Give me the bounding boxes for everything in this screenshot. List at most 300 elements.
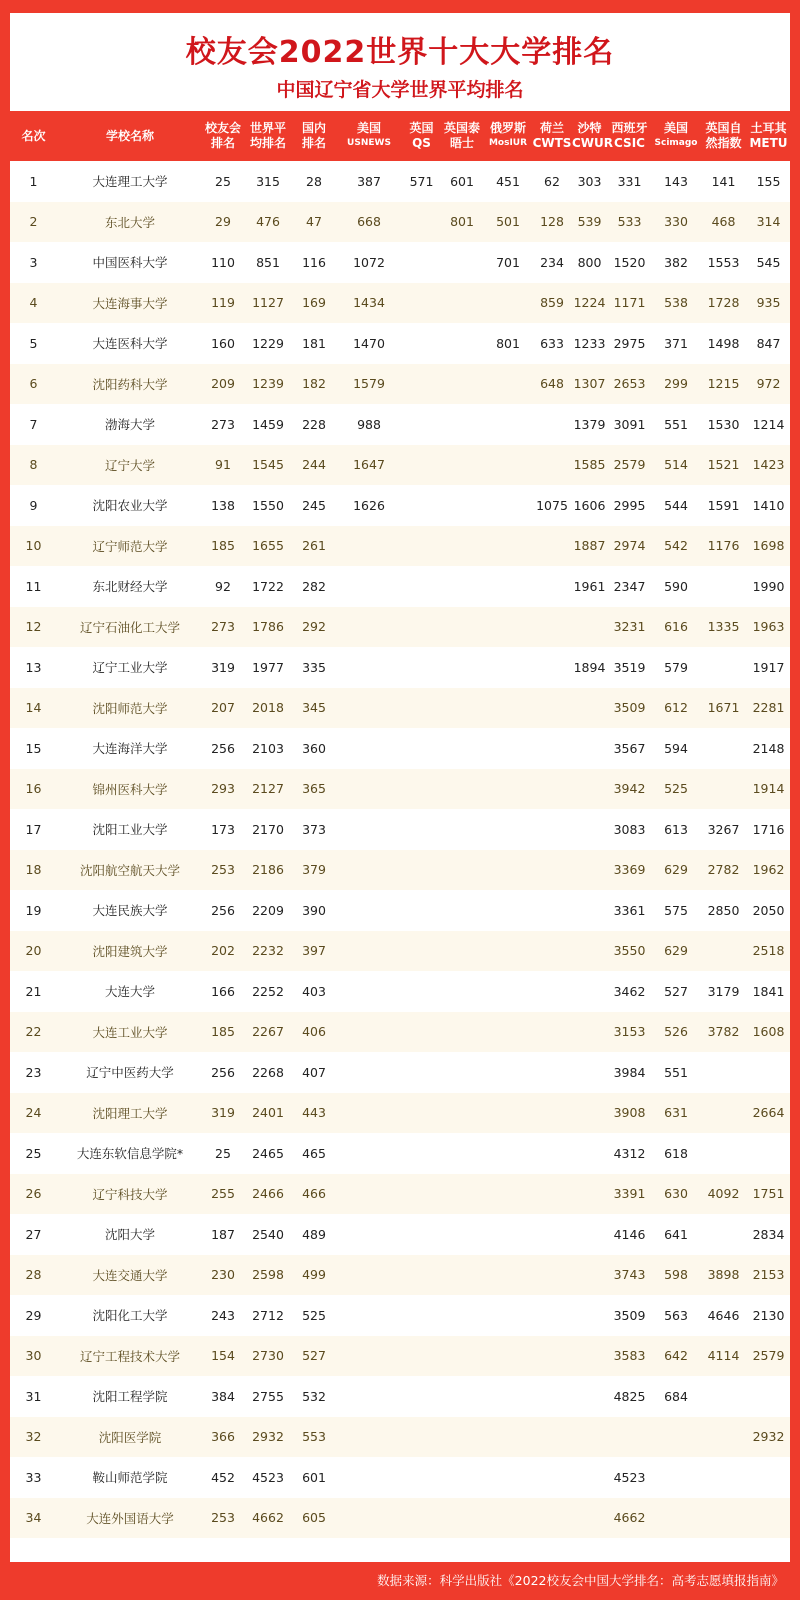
table-cell [700, 931, 747, 972]
table-row [10, 1336, 790, 1377]
table-cell: 256 [211, 902, 235, 918]
table-cell [572, 607, 607, 648]
table-cell [484, 1133, 532, 1174]
table-cell [747, 1376, 790, 1417]
table-cell: 2103 [252, 740, 284, 756]
table-cell [403, 1012, 440, 1053]
table-cell: 1671 [707, 700, 740, 716]
table-row [10, 647, 790, 688]
table-cell: 3391 [613, 1186, 646, 1202]
column-header-line2: CSIC [614, 136, 645, 150]
table-cell: 3 [29, 254, 38, 270]
table-cell [403, 1417, 440, 1458]
table-cell: 319 [211, 1105, 235, 1121]
table-cell: 2127 [252, 781, 284, 797]
column-header-line2: USNEWS [347, 138, 391, 148]
table-cell: 1521 [707, 457, 740, 473]
column-header-line1: 世界平 [249, 121, 286, 135]
table-cell: 3908 [613, 1105, 646, 1121]
table-cell: 563 [664, 1307, 688, 1323]
table-cell: 2712 [252, 1307, 284, 1323]
table-cell: 4092 [707, 1186, 740, 1202]
table-cell: 3083 [613, 821, 646, 837]
table-cell [572, 971, 607, 1012]
table-cell [440, 526, 484, 567]
table-cell [532, 1012, 572, 1053]
table-cell [532, 1093, 572, 1134]
table-cell: 1075 [536, 497, 568, 513]
table-cell: 501 [496, 214, 520, 230]
table-cell: 299 [664, 376, 688, 392]
table-cell [403, 404, 440, 445]
table-cell [572, 1093, 607, 1134]
table-cell: 3898 [707, 1267, 740, 1283]
table-cell: 2579 [613, 457, 646, 473]
table-cell: 160 [211, 335, 235, 351]
table-cell [532, 566, 572, 607]
table-cell [700, 769, 747, 810]
table-cell: 2932 [752, 1429, 785, 1445]
table-cell [532, 850, 572, 891]
table-cell: 2653 [613, 376, 646, 392]
table-cell [532, 1214, 572, 1255]
table-cell: 2268 [252, 1064, 284, 1080]
table-cell: 5 [29, 335, 38, 351]
table-cell [440, 364, 484, 405]
table-cell [440, 445, 484, 486]
table-cell: 21 [25, 983, 42, 999]
table-row [10, 1174, 790, 1215]
table-cell [572, 1012, 607, 1053]
table-cell: 443 [302, 1105, 326, 1121]
table-cell [440, 1457, 484, 1498]
school-name-cell: 鞍山师范学院 [92, 1470, 168, 1486]
table-cell [484, 688, 532, 729]
column-header-line1: 荷兰 [539, 121, 564, 135]
table-cell: 3231 [613, 619, 646, 635]
table-cell: 2130 [752, 1307, 785, 1323]
table-cell [532, 607, 572, 648]
table-cell [700, 647, 747, 688]
column-header-line1: 学校名称 [105, 128, 154, 143]
table-cell: 1215 [707, 376, 740, 392]
column-header-line2: CWUR [572, 136, 614, 150]
table-body [10, 161, 790, 1538]
column-header [335, 111, 403, 161]
table-cell: 579 [664, 659, 688, 675]
table-cell: 629 [664, 862, 688, 878]
table-cell: 1647 [353, 457, 385, 473]
table-cell [484, 769, 532, 810]
table-cell: 4523 [252, 1469, 284, 1485]
table-cell [747, 1133, 790, 1174]
table-cell [572, 850, 607, 891]
table-cell [335, 1255, 403, 1296]
ranking-card [10, 13, 790, 1588]
table-cell: 207 [211, 700, 235, 716]
table-cell: 1239 [252, 376, 284, 392]
table-cell: 256 [211, 740, 235, 756]
table-cell: 3509 [613, 1307, 646, 1323]
table-cell [403, 728, 440, 769]
school-name-cell: 沈阳工业大学 [92, 822, 168, 838]
table-cell [335, 971, 403, 1012]
table-cell [440, 647, 484, 688]
table-cell [335, 1133, 403, 1174]
table-cell [403, 1376, 440, 1417]
table-cell: 1585 [573, 457, 606, 473]
table-cell: 9 [29, 497, 38, 513]
table-cell: 387 [357, 173, 381, 189]
table-cell: 1722 [252, 578, 284, 594]
table-cell [440, 323, 484, 364]
table-cell: 2834 [752, 1226, 785, 1242]
table-cell [403, 850, 440, 891]
table-cell [700, 566, 747, 607]
table-cell: 1072 [353, 254, 385, 270]
table-cell [403, 445, 440, 486]
table-cell: 1379 [573, 416, 606, 432]
table-row [10, 850, 790, 891]
table-cell: 2782 [707, 862, 740, 878]
table-cell: 2975 [613, 335, 646, 351]
table-cell: 641 [664, 1226, 688, 1242]
table-cell: 1498 [707, 335, 740, 351]
table-row [10, 931, 790, 972]
table-cell [440, 1498, 484, 1539]
table-cell: 253 [211, 1510, 235, 1526]
table-cell: 590 [664, 578, 688, 594]
column-header-line1: 沙特 [577, 121, 602, 135]
table-cell [403, 1498, 440, 1539]
table-cell [652, 1417, 700, 1458]
table-cell: 1728 [707, 295, 740, 311]
table-cell: 2186 [252, 862, 284, 878]
table-cell: 525 [302, 1307, 326, 1323]
table-cell [335, 688, 403, 729]
table-cell [440, 971, 484, 1012]
table-cell: 2850 [707, 902, 740, 918]
table-cell [440, 566, 484, 607]
table-cell: 1962 [752, 862, 785, 878]
table-cell: 598 [664, 1267, 688, 1283]
table-cell [440, 688, 484, 729]
school-name-cell: 沈阳工程学院 [92, 1389, 168, 1405]
table-cell: 3369 [613, 862, 646, 878]
column-header [57, 111, 203, 161]
table-cell: 4662 [252, 1510, 284, 1526]
table-cell: 1176 [707, 538, 740, 554]
school-name-cell: 大连大学 [104, 984, 155, 1000]
column-header-line2: 晤士 [449, 136, 474, 150]
table-cell: 202 [211, 943, 235, 959]
table-cell: 605 [302, 1510, 326, 1526]
table-cell [532, 809, 572, 850]
table-cell [335, 890, 403, 931]
school-name-cell: 大连东软信息学院* [76, 1146, 184, 1162]
table-cell: 3942 [613, 781, 646, 797]
table-cell: 527 [302, 1348, 326, 1364]
table-cell: 1410 [752, 497, 785, 513]
table-cell [440, 728, 484, 769]
school-name-cell: 辽宁中医药大学 [86, 1065, 174, 1081]
table-cell: 62 [544, 173, 560, 189]
table-cell [747, 1498, 790, 1539]
school-name-cell: 沈阳医学院 [98, 1429, 162, 1445]
table-row [10, 809, 790, 850]
table-cell: 2209 [252, 902, 284, 918]
table-cell: 143 [664, 173, 688, 189]
table-cell: 630 [664, 1186, 688, 1202]
table-cell [403, 607, 440, 648]
table-cell [572, 1295, 607, 1336]
table-cell [335, 1174, 403, 1215]
table-cell: 407 [302, 1064, 326, 1080]
table-cell: 2281 [752, 700, 785, 716]
table-cell [335, 728, 403, 769]
table-cell [440, 485, 484, 526]
table-cell: 1470 [353, 335, 385, 351]
table-cell [652, 1457, 700, 1498]
table-cell [532, 445, 572, 486]
table-cell [484, 850, 532, 891]
table-cell: 1894 [573, 659, 606, 675]
table-cell: 314 [756, 214, 781, 230]
table-cell: 553 [302, 1429, 326, 1445]
table-cell: 2347 [613, 578, 646, 594]
page-title: 校友会2022世界十大大学排名 [185, 35, 615, 70]
table-cell: 701 [496, 254, 520, 270]
table-cell: 3782 [707, 1024, 740, 1040]
table-cell: 234 [540, 254, 564, 270]
school-name-cell: 大连交通大学 [92, 1267, 168, 1283]
table-cell: 365 [302, 781, 326, 797]
table-cell: 2730 [252, 1348, 284, 1364]
ranking-table [10, 111, 790, 1538]
school-name-cell: 沈阳建筑大学 [92, 943, 168, 959]
table-cell: 187 [211, 1226, 235, 1242]
table-row [10, 445, 790, 486]
column-header [572, 111, 614, 161]
table-cell: 1977 [252, 659, 284, 675]
table-cell: 315 [256, 173, 280, 189]
table-row [10, 1012, 790, 1053]
table-cell [607, 1417, 652, 1458]
table-cell: 12 [25, 619, 42, 635]
column-header [293, 111, 335, 161]
table-cell: 618 [664, 1145, 688, 1161]
table-cell [403, 1336, 440, 1377]
school-name-cell: 大连工业大学 [92, 1024, 168, 1040]
table-cell [700, 728, 747, 769]
table-cell [572, 1255, 607, 1296]
table-cell [484, 1498, 532, 1539]
table-cell: 28 [306, 173, 322, 189]
table-cell: 366 [211, 1429, 235, 1445]
table-cell [335, 931, 403, 972]
school-name-cell: 大连海事大学 [92, 295, 168, 311]
table-cell: 1553 [707, 254, 740, 270]
table-cell: 243 [211, 1307, 235, 1323]
table-cell: 181 [302, 335, 326, 351]
column-header-line1: 美国 [356, 121, 381, 135]
table-cell: 499 [302, 1267, 326, 1283]
table-cell [440, 1093, 484, 1134]
table-row [10, 242, 790, 283]
column-header-line1: 名次 [21, 128, 46, 143]
school-name-cell: 辽宁石油化工大学 [79, 619, 180, 635]
table-cell [700, 1417, 747, 1458]
table-cell: 255 [211, 1186, 235, 1202]
table-cell [440, 1417, 484, 1458]
table-cell: 10 [25, 538, 42, 554]
table-cell: 27 [25, 1226, 42, 1242]
table-cell [335, 1457, 403, 1498]
table-cell: 382 [664, 254, 688, 270]
table-cell: 1459 [252, 416, 284, 432]
table-cell [335, 809, 403, 850]
table-cell [532, 688, 572, 729]
table-cell: 633 [540, 335, 564, 351]
table-cell: 319 [211, 659, 235, 675]
table-cell: 3179 [707, 983, 740, 999]
table-cell: 19 [25, 902, 42, 918]
table-cell: 801 [496, 335, 520, 351]
table-cell: 273 [211, 619, 235, 635]
table-cell: 2 [29, 214, 38, 230]
column-header-line2: CWTS [532, 136, 572, 150]
table-cell: 371 [664, 335, 688, 351]
table-cell [440, 1214, 484, 1255]
table-cell: 91 [215, 457, 231, 473]
table-cell: 668 [357, 214, 381, 230]
table-cell [700, 1093, 747, 1134]
column-header-line1: 英国 [409, 121, 434, 135]
table-cell: 28 [25, 1267, 42, 1283]
table-cell: 335 [302, 659, 326, 675]
table-cell [572, 728, 607, 769]
table-cell: 6 [29, 376, 38, 392]
table-cell [440, 850, 484, 891]
table-cell: 527 [664, 983, 688, 999]
table-cell [335, 1012, 403, 1053]
column-header-line1: 美国 [663, 121, 688, 135]
table-cell: 465 [302, 1145, 326, 1161]
table-cell: 3509 [613, 700, 646, 716]
table-cell: 2995 [613, 497, 646, 513]
table-cell: 1608 [752, 1024, 785, 1040]
table-cell: 29 [215, 214, 231, 230]
table-cell [484, 607, 532, 648]
table-cell [335, 1376, 403, 1417]
table-cell [335, 607, 403, 648]
column-header-line2: 然指数 [705, 136, 742, 150]
table-cell: 988 [357, 416, 381, 432]
table-cell [403, 283, 440, 324]
table-cell: 2050 [752, 902, 785, 918]
table-cell [335, 1336, 403, 1377]
table-cell: 1550 [252, 497, 284, 513]
table-cell: 2267 [252, 1024, 284, 1040]
table-row [10, 202, 790, 243]
table-cell [335, 1214, 403, 1255]
table-cell: 8 [29, 457, 38, 473]
table-cell: 182 [302, 376, 326, 392]
table-cell [484, 364, 532, 405]
table-cell [532, 1133, 572, 1174]
table-cell [532, 769, 572, 810]
school-name-cell: 东北大学 [104, 214, 155, 230]
table-row [10, 769, 790, 810]
table-cell: 545 [756, 254, 781, 270]
table-cell [403, 485, 440, 526]
table-cell [440, 1052, 484, 1093]
column-header-line1: 土耳其 [750, 121, 787, 135]
school-name-cell: 辽宁师范大学 [92, 538, 168, 554]
table-cell: 972 [756, 376, 781, 392]
column-header-line2: 均排名 [249, 136, 286, 150]
table-cell: 4312 [613, 1145, 646, 1161]
table-cell: 3267 [707, 821, 740, 837]
table-cell: 293 [211, 781, 235, 797]
column-header [484, 111, 532, 161]
table-row [10, 526, 790, 567]
table-cell: 1963 [752, 619, 785, 635]
table-cell [532, 1255, 572, 1296]
table-cell: 612 [664, 700, 688, 716]
school-name-cell: 沈阳理工大学 [92, 1105, 168, 1121]
table-cell [572, 1133, 607, 1174]
table-cell [440, 890, 484, 931]
table-cell: 2579 [752, 1348, 785, 1364]
table-cell: 533 [617, 214, 642, 230]
school-name-cell: 大连理工大学 [92, 174, 168, 190]
table-cell: 155 [756, 173, 781, 189]
table-cell: 384 [211, 1388, 235, 1404]
school-name-cell: 沈阳航空航天大学 [79, 862, 180, 878]
table-cell: 379 [302, 862, 326, 878]
table-cell: 1545 [252, 457, 284, 473]
table-cell: 3462 [613, 983, 646, 999]
table-cell: 15 [25, 740, 42, 756]
table-cell: 538 [664, 295, 688, 311]
table-cell [403, 1457, 440, 1498]
column-header [243, 111, 293, 161]
table-cell: 629 [664, 943, 688, 959]
column-header [10, 111, 57, 161]
table-cell: 169 [302, 295, 326, 311]
table-row [10, 1255, 790, 1296]
table-row [10, 1376, 790, 1417]
table-cell [484, 1093, 532, 1134]
table-cell [532, 1417, 572, 1458]
table-cell [572, 1214, 607, 1255]
table-cell [403, 526, 440, 567]
table-row [10, 1093, 790, 1134]
table-cell: 2466 [252, 1186, 284, 1202]
table-cell [532, 1457, 572, 1498]
table-row [10, 971, 790, 1012]
table-cell: 800 [577, 254, 602, 270]
column-header [607, 111, 652, 161]
column-header-line1: 国内 [301, 121, 326, 135]
table-cell [484, 566, 532, 607]
table-cell: 256 [211, 1064, 235, 1080]
table-cell: 11 [25, 578, 42, 594]
table-cell: 1961 [573, 578, 606, 594]
table-cell [572, 1052, 607, 1093]
table-cell: 23 [25, 1064, 42, 1080]
